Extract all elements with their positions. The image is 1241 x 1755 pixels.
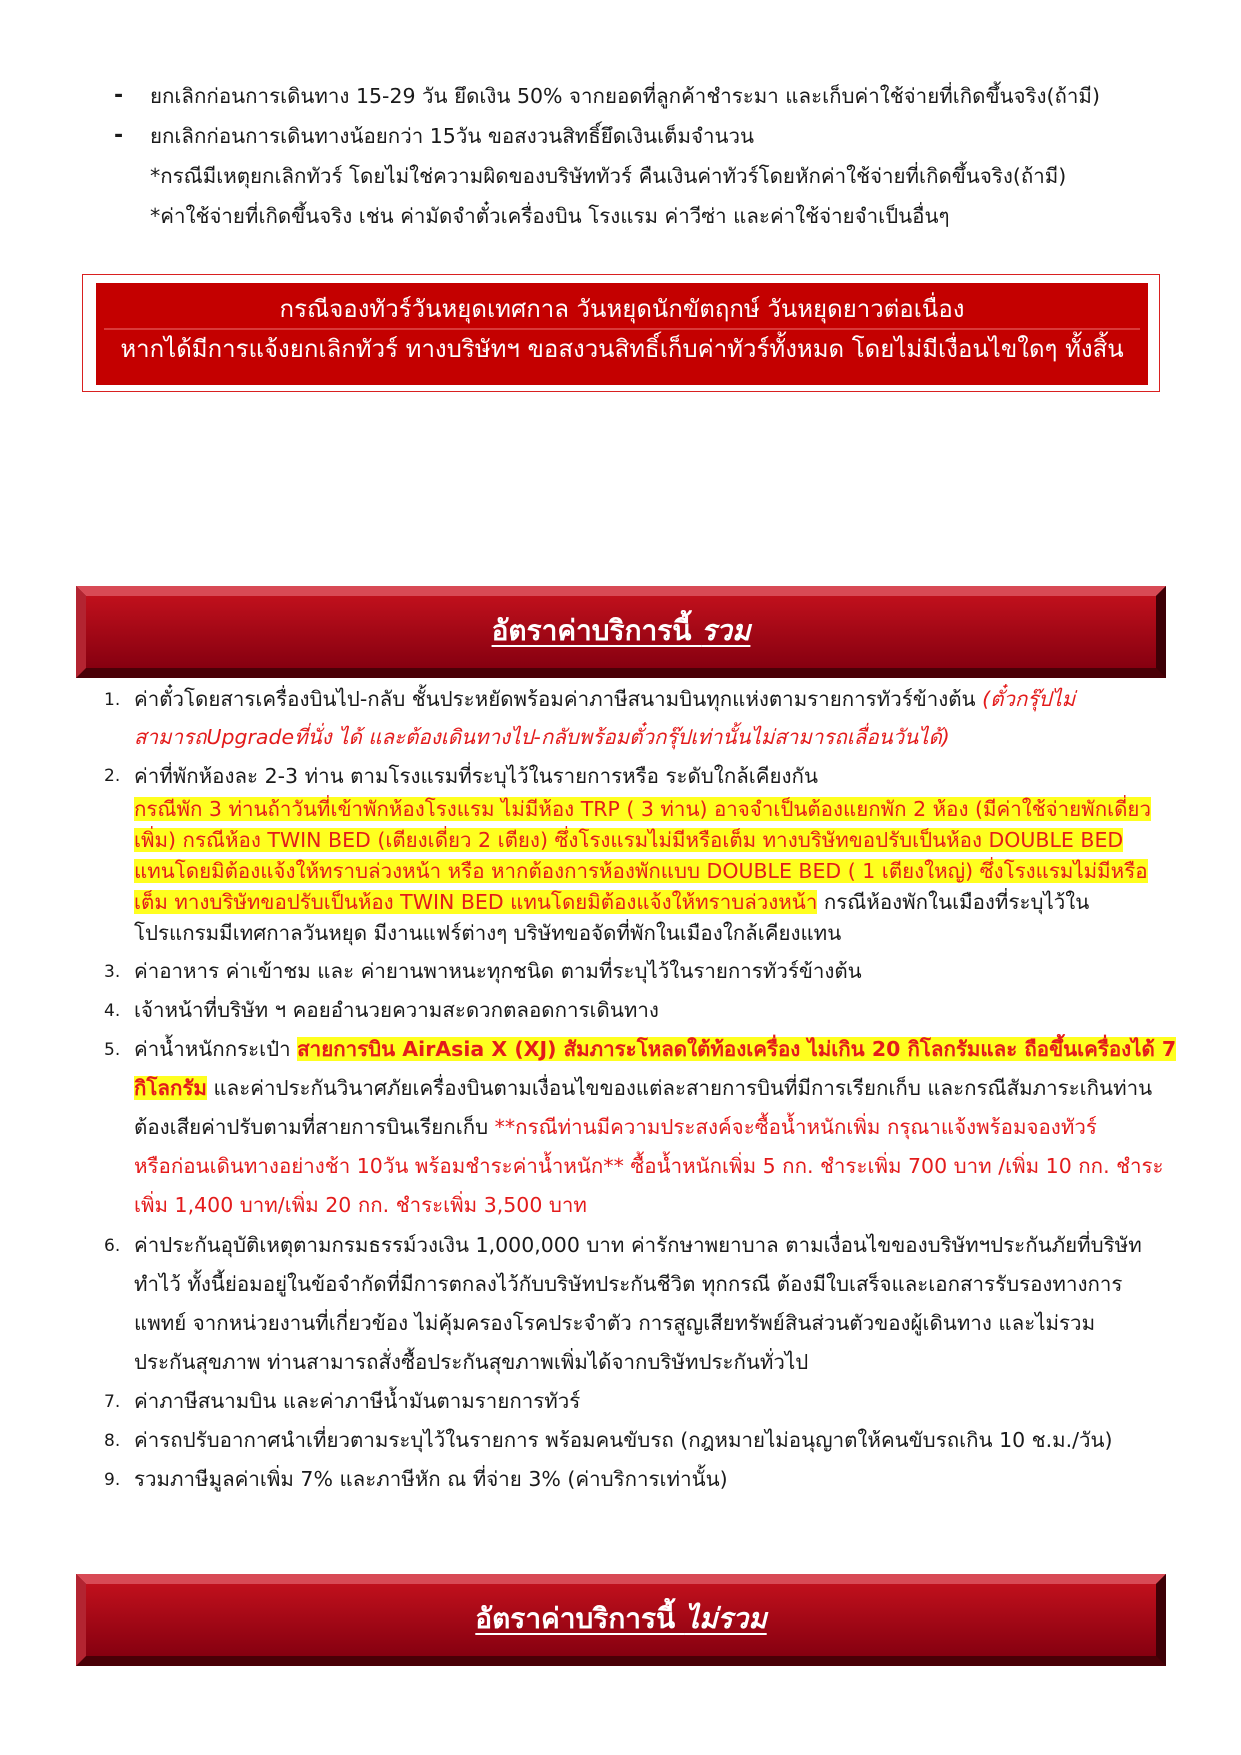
holiday-notice [96, 283, 1148, 385]
bullet-dash: - [114, 83, 124, 108]
included-item: 8. ค่ารถปรับอากาศนำเที่ยวตามระบุไว้ในรายการ พร้อมคนขับรถ (กฎหมายไม่อนุญาตให้คนขับรถเกิน 10 ช.ม./วัน) [104, 1428, 1113, 1452]
included-list [104, 680, 1179, 1499]
included-item: 1. ค่าตั๋วโดยสารเครื่องบินไป-กลับ ชั้นประหยัดพร้อมค่าภาษีสนามบินทุกแห่งตามรายการทัวร์ข้างต้น (ตั๋วกรุ๊ปไม่ สามารถUpgradeที่นั่ง ได้ และต้องเดินทางไป-กลับพร้อมตั๋วกรุ๊ปเท่านั้นไม่สามารถเลื่อนวันได้) [104, 687, 1076, 749]
included-title: อัตราค่าบริการนี้ รวม [491, 614, 751, 647]
cancellation-policy [108, 76, 1188, 236]
bullet-text: ยกเลิกก่อนการเดินทางน้อยกว่า 15วัน ขอสงวนสิทธิ์ยึดเงินเต็มจำนวน [150, 124, 755, 148]
cancellation-bullet [108, 76, 1188, 116]
included-banner [76, 586, 1166, 678]
included-item: 6. ค่าประกันอุบัติเหตุตามกรมธรรม์วงเงิน 1,000,000 บาท ค่ารักษาพยาบาล ตามเงื่อนไขของบริษัทฯประกันภัยที่บริษัท ทำไว้ ทั้งนี้ย่อมอยู่ในข้อจำกัดที่มีการตกลงไว้กับบริษัทประกันชีวิต ทุกกรณี ต้องมีใบเสร็จและเอกสารรับรองทางการ แพทย์ จากหน่วยงานที่เกี่ยวข้อง ไม่คุ้มครองโรคประจำตัว การสูญเสียทรัพย์สินส่วนตัวของผู้เดินทาง และไม่รวม ประกันสุขภาพ ท่านสามารถสั่งซื้อประกันสุขภาพเพิ่มได้จากบริษัทประกันทั่วไป [104, 1233, 1142, 1374]
excluded-title-emphasis: ไม่รวม [684, 1602, 767, 1635]
included-item: 5. ค่าน้ำหนักกระเป๋า สายการบิน AirAsia X (XJ) สัมภาระโหลดใต้ท้องเครื่อง ไม่เกิน 20 กิโลกรัมและ ถือขึ้นเครื่องได้ 7 กิโลกรัม และค่าประกันวินาศภัยเครื่องบินตามเงื่อนไขของแต่ละสายการบินที่มีการเรียกเก็บ และกรณีสัมภาระเกินท่าน ต้องเสียค่าปรับตามที่สายการบินเรียกเก็บ **กรณีท่านมีความประสงค์จะซื้อน้ำหนักเพิ่ม กรุณาแจ้งพร้อมจองทัวร์ หรือก่อนเดินทางอย่างช้า 10วัน พร้อมชำระค่าน้ำหนัก** ซื้อน้ำหนักเพิ่ม 5 กก. ชำระเพิ่ม 700 บาท /เพิ่ม 10 กก. ชำระ เพิ่ม 1,400 บาท/เพิ่ม 20 กก. ชำระเพิ่ม 3,500 บาท [104, 1037, 1177, 1217]
included-item: 4. เจ้าหน้าที่บริษัท ฯ คอยอำนวยความสะดวกตลอดการเดินทาง [104, 998, 659, 1022]
bullet-dash: - [114, 123, 124, 148]
holiday-notice-line: กรณีจองทัวร์วันหยุดเทศกาล วันหยุดนักขัตฤกษ์ วันหยุดยาวต่อเนื่อง [279, 295, 965, 323]
included-item: 3. ค่าอาหาร ค่าเข้าชม และ ค่ายานพาหนะทุกชนิด ตามที่ระบุไว้ในรายการทัวร์ข้างต้น [104, 959, 862, 983]
included-title-emphasis: รวม [701, 614, 751, 647]
included-item: 7. ค่าภาษีสนามบิน และค่าภาษีน้ำมันตามรายการทัวร์ [104, 1389, 581, 1413]
bullet-text: ยกเลิกก่อนการเดินทาง 15-29 วัน ยึดเงิน 50% จากยอดที่ลูกค้าชำระมา และเก็บค่าใช้จ่ายที่เกิดขึ้นจริง(ถ้ามี) [150, 84, 1100, 108]
holiday-notice-line: หากได้มีการแจ้งยกเลิกทัวร์ ทางบริษัทฯ ขอสงวนสิทธิ์เก็บค่าทัวร์ทั้งหมด โดยไม่มีเงื่อนไขใดๆ ทั้งสิ้น [120, 335, 1124, 363]
excluded-title: อัตราค่าบริการนี้ ไม่รวม [475, 1602, 767, 1635]
excluded-banner [76, 1574, 1166, 1666]
included-item: 2. ค่าที่พักห้องละ 2-3 ท่าน ตามโรงแรมที่ระบุไว้ในรายการหรือ ระดับใกล้เคียงกัน กรณีพัก 3 ท่านถ้าวันที่เข้าพักห้องโรงแรม ไม่มีห้อง TRP ( 3 ท่าน) อาจจำเป็นต้องแยกพัก 2 ห้อง (มีค่าใช้จ่ายพักเดี่ยว เพิ่ม) กรณีห้อง TWIN BED (เตียงเดี่ยว 2 เตียง) ซึ่งโรงแรมไม่มีหรือเต็ม ทางบริษัทขอปรับเป็นห้อง DOUBLE BED แทนโดยมิต้องแจ้งให้ทราบล่วงหน้า หรือ หากต้องการห้องพักแบบ DOUBLE BED ( 1 เตียงใหญ่) ซึ่งโรงแรมไม่มีหรือ เต็ม ทางบริษัทขอปรับเป็นห้อง TWIN BED แทนโดยมิต้องแจ้งให้ทราบล่วงหน้า กรณีห้องพักในเมืองที่ระบุไว้ใน โปรแกรมมีเทศกาลวันหยุด มีงานแฟร์ต่างๆ บริษัทขอจัดที่พักในเมืองใกล้เคียงแทน [104, 764, 1151, 945]
included-item: 9. รวมภาษีมูลค่าเพิ่ม 7% และภาษีหัก ณ ที่จ่าย 3% (ค่าบริการเท่านั้น) [104, 1467, 728, 1491]
cancellation-bullet [108, 116, 1188, 156]
cancellation-note: *ค่าใช้จ่ายที่เกิดขึ้นจริง เช่น ค่ามัดจำตั๋วเครื่องบิน โรงแรม ค่าวีซ่า และค่าใช้จ่ายจำเป็นอื่นๆ [150, 204, 950, 228]
cancellation-note: *กรณีมีเหตุยกเลิกทัวร์ โดยไม่ใช่ความผิดของบริษัททัวร์ คืนเงินค่าทัวร์โดยหักค่าใช้จ่ายที่เกิดขึ้นจริง(ถ้ามี) [150, 164, 1067, 188]
